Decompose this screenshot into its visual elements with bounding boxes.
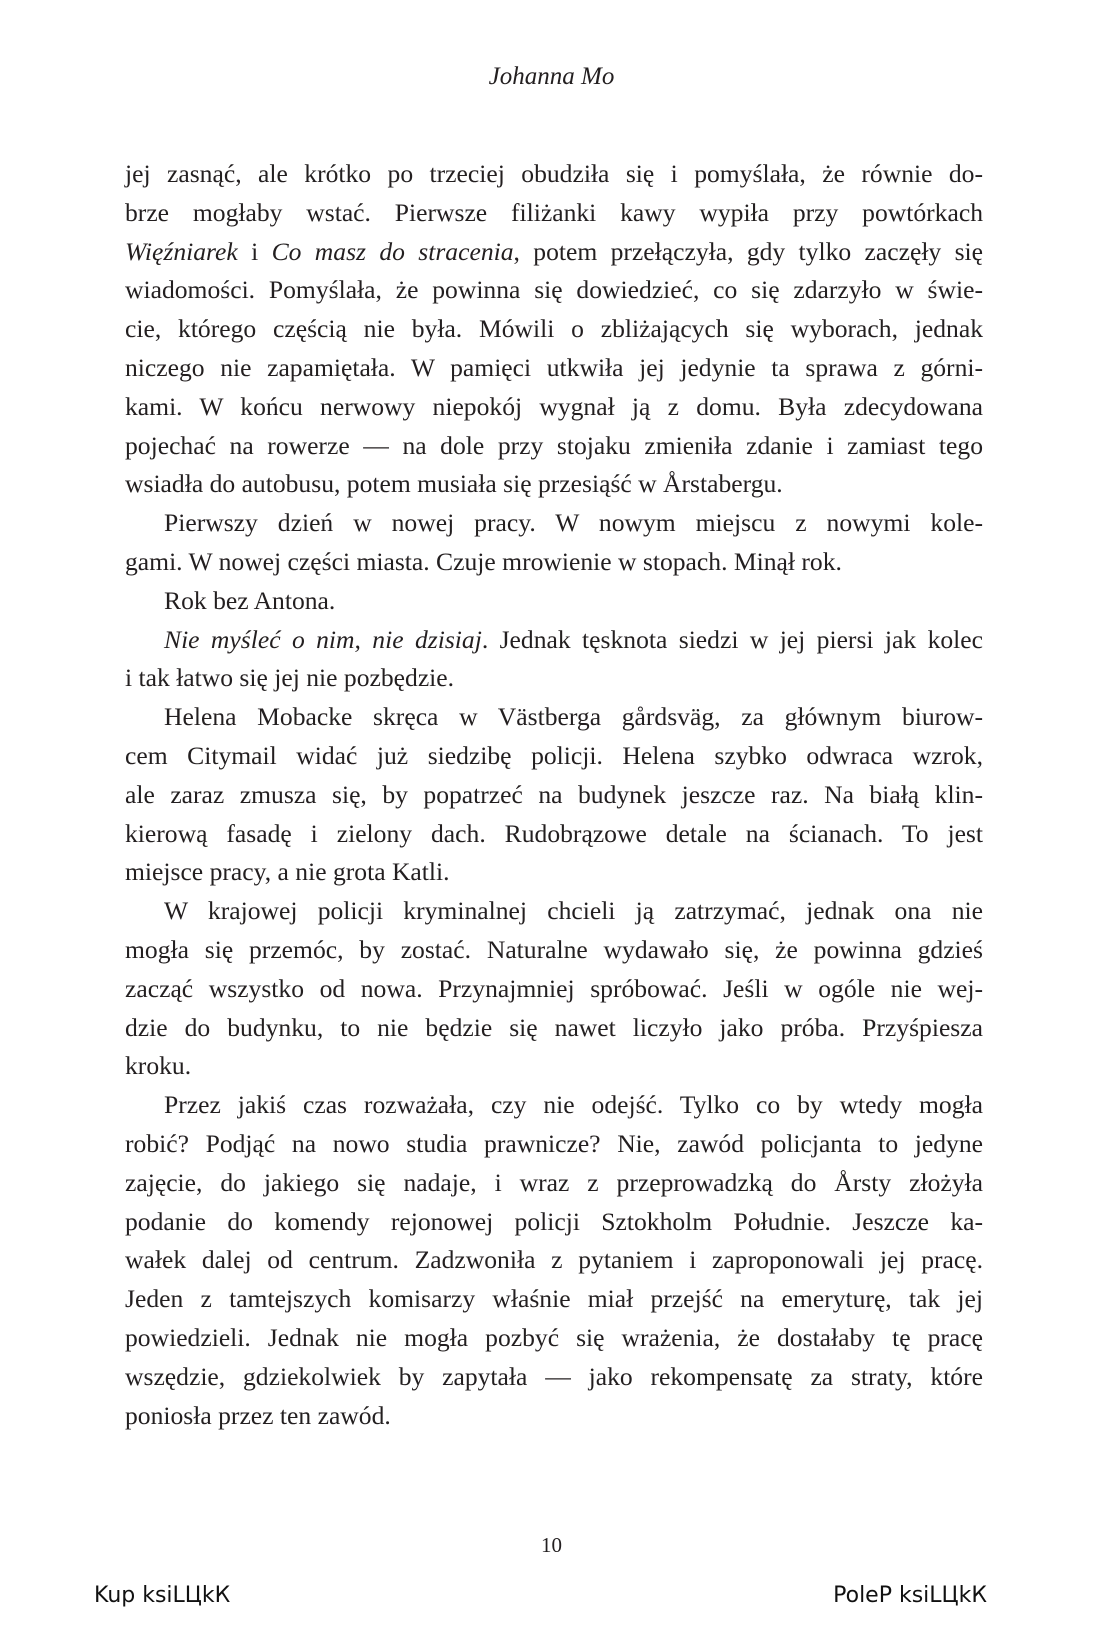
text-line: kroku. xyxy=(125,1051,192,1081)
text-line: mogła się przemóc, by zostać. Naturalne wydawało się, że powinna gdzieś xyxy=(125,934,983,964)
text-line: Nie myśleć o nim, nie dzisiaj. Jednak tęsknota siedzi w jej piersi jak kolec xyxy=(164,624,983,654)
text-line: jej zasnąć, ale krótko po trzeciej obudziła się i pomyślała, że równie do- xyxy=(125,159,983,188)
text-line: gami. W nowej części miasta. Czuje mrowienie w stopach. Minął rok. xyxy=(125,546,842,576)
text-line: Przez jakiś czas rozważała, czy nie odejść. Tylko co by wtedy mogła xyxy=(164,1090,983,1120)
recommend-book-link[interactable]: PoleР ksiLЦkК xyxy=(833,1583,987,1608)
text-line: robić? Podjąć na nowo studia prawnicze? Nie, zawód policjanta to jedyne xyxy=(125,1128,983,1158)
text-line: cem Citymail widać już siedzibę policji. Helena szybko odwraca wzrok, xyxy=(125,740,983,770)
text-line: wsiadła do autobusu, potem musiała się przesiąść w Årstabergu. xyxy=(125,469,783,499)
text-line: Jeden z tamtejszych komisarzy właśnie miał przejść na emeryturę, tak jej xyxy=(125,1284,983,1314)
buy-book-link[interactable]: Kup ksiLЦkК xyxy=(94,1583,231,1608)
text-line: wszędzie, gdziekolwiek by zapytała — jako rekompensatę za straty, które xyxy=(125,1361,983,1391)
text-line: brze mogłaby wstać. Pierwsze filiżanki kawy wypiła przy powtórkach xyxy=(125,197,983,227)
page-number: 10 xyxy=(541,1533,562,1557)
italic-title: Co masz do stracenia xyxy=(271,236,514,266)
text-line: wałek dalej od centrum. Zadzwoniła z pytaniem i zaproponowali jej pracę. xyxy=(125,1245,983,1275)
italic-title: Więźniarek xyxy=(125,236,238,266)
text-line: poniosła przez ten zawód. xyxy=(125,1400,391,1430)
text-line: kami. W końcu nerwowy niepokój wygnał ją z domu. Była zdecydowana xyxy=(125,391,983,421)
text-line: Więźniarek i Co masz do stracenia, potem przełączyła, gdy tylko zaczęły się xyxy=(125,236,983,266)
text-line: W krajowej policji kryminalnej chcieli ją zatrzymać, jednak ona nie xyxy=(164,896,983,926)
text-line: kierową fasadę i zielony dach. Rudobrązowe detale na ścianach. To jest xyxy=(125,818,983,848)
text-line: i tak łatwo się jej nie pozbędzie. xyxy=(125,663,455,693)
text-line: dzie do budynku, to nie będzie się nawet liczyło jako próba. Przyśpiesza xyxy=(125,1012,983,1042)
text-line: Rok bez Antona. xyxy=(164,585,336,615)
text-line: powiedzieli. Jednak nie mogła pozbyć się wrażenia, że dostałaby tę pracę xyxy=(125,1322,983,1352)
text-line: niczego nie zapamiętała. W pamięci utkwiła jej jedynie ta sprawa z górni- xyxy=(125,352,983,382)
text-line: ale zaraz zmusza się, by popatrzeć na budynek jeszcze raz. Na białą klin- xyxy=(125,779,983,809)
text-line: Pierwszy dzień w nowej pracy. W nowym miejscu z nowymi kole- xyxy=(164,508,983,538)
text-line: pojechać na rowerze — na dole przy stojaku zmieniła zdanie i zamiast tego xyxy=(125,430,983,460)
text-line: miejsce pracy, a nie grota Katli. xyxy=(125,857,450,887)
italic-phrase: Nie myśleć o nim, nie dzisiaj xyxy=(164,624,482,654)
running-head: Johanna Mo xyxy=(488,63,615,90)
text-line: zacząć wszystko od nowa. Przynajmniej spróbować. Jeśli w ogóle nie wej- xyxy=(125,973,983,1003)
body-text xyxy=(125,155,983,1435)
text-line: zajęcie, do jakiego się nadaje, i wraz z przeprowadzką do Årsty złożyła xyxy=(125,1167,983,1197)
text-line: wiadomości. Pomyślała, że powinna się dowiedzieć, co się zdarzyło w świe- xyxy=(125,275,983,305)
text-line: Helena Mobacke skręca w Västberga gårdsväg, za głównym biurow- xyxy=(164,702,983,732)
text-line: cie, którego częścią nie była. Mówili o zbliżających się wyborach, jednak xyxy=(125,314,983,344)
text-line: podanie do komendy rejonowej policji Sztokholm Południe. Jeszcze ka- xyxy=(125,1206,983,1236)
